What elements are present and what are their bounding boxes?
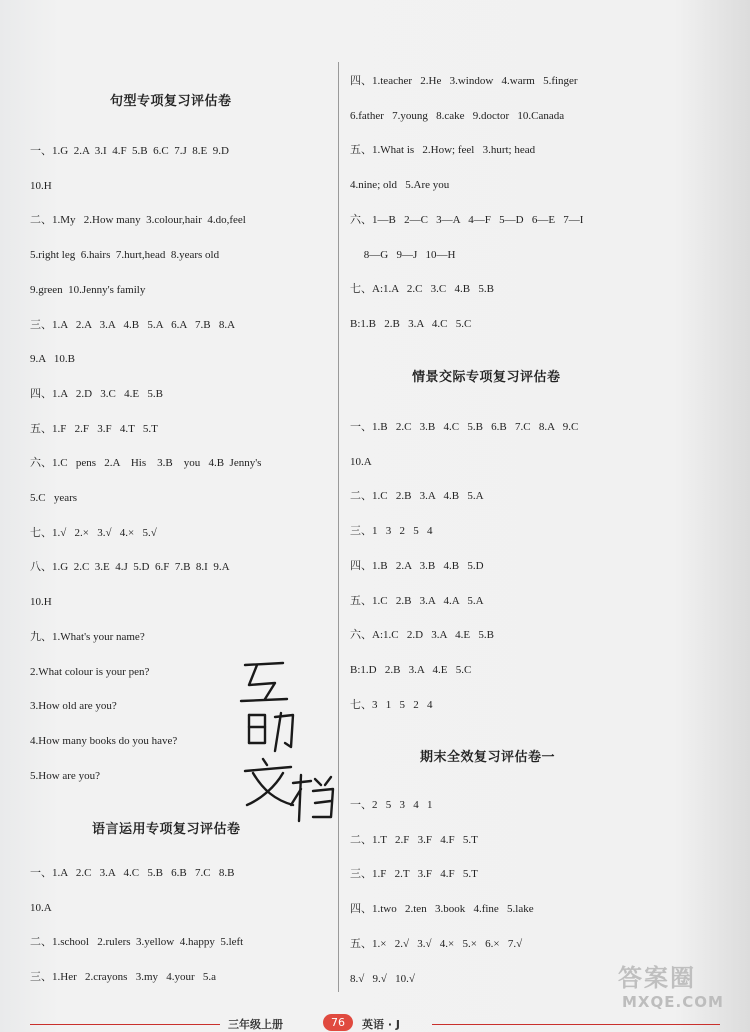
answer-line: 八、1.G 2.C 3.E 4.J 5.D 6.F 7.B 8.I 9.A	[30, 561, 230, 574]
answer-line: 2.What colour is your pen?	[30, 665, 150, 678]
answer-line: 4.How many books do you have?	[30, 734, 178, 747]
answer-line: 五、1.What is 2.How; feel 3.hurt; head	[350, 144, 536, 157]
answer-line: 四、1.teacher 2.He 3.window 4.warm 5.finger	[350, 75, 578, 87]
footer-rule-left	[30, 1024, 220, 1025]
answer-line: 二、1.My 2.How many 3.colour,hair 4.do,feel	[30, 214, 246, 227]
answer-line: 8.√ 9.√ 10.√	[350, 972, 415, 985]
watermark-logo: 答案圈	[618, 964, 696, 992]
answer-line: 五、1.F 2.F 3.F 4.T 5.T	[30, 422, 158, 435]
answer-line: B:1.D 2.B 3.A 4.E 5.C	[350, 663, 472, 676]
section-heading-situational-dialogue: 情景交际专项复习评估卷	[412, 370, 561, 385]
page-footer	[0, 1018, 750, 1032]
answer-line: 9.A 10.B	[30, 353, 75, 366]
answer-line: 5.C years	[30, 492, 78, 504]
footer-grade: 三年级上册	[228, 1018, 283, 1031]
answer-line: 10.A	[350, 455, 372, 468]
answer-line: 一、1.A 2.C 3.A 4.C 5.B 6.B 7.C 8.B	[30, 867, 235, 879]
answer-line: 10.H	[30, 596, 52, 609]
answer-line: 四、1.A 2.D 3.C 4.E 5.B	[30, 387, 163, 400]
answer-line: 三、1.F 2.T 3.F 4.F 5.T	[350, 868, 478, 881]
answer-line: 二、1.school 2.rulers 3.yellow 4.happy 5.left	[30, 936, 244, 949]
answer-line: 8—G 9—J 10—H	[350, 248, 456, 261]
answer-line: 五、1.× 2.√ 3.√ 4.× 5.× 6.× 7.√	[350, 937, 523, 950]
answer-line: 六、1.C pens 2.A His 3.B you 4.B Jenny's	[30, 457, 262, 470]
answer-line: 四、1.two 2.ten 3.book 4.fine 5.lake	[350, 903, 534, 916]
answer-line: 4.nine; old 5.Are you	[350, 179, 450, 192]
answer-line: 三、1 3 2 5 4	[350, 525, 433, 538]
answer-line: 二、1.T 2.F 3.F 4.F 5.T	[350, 833, 478, 846]
handwritten-signature	[235, 655, 335, 825]
answer-line: 9.green 10.Jenny's family	[30, 283, 146, 296]
answer-line: 10.H	[30, 179, 52, 192]
section-heading-final-review: 期末全效复习评估卷一	[420, 750, 556, 765]
answer-line: 一、1.G 2.A 3.I 4.F 5.B 6.C 7.J 8.E 9.D	[30, 145, 229, 157]
watermark-url: MXQE.COM	[622, 993, 724, 1011]
answer-line: 七、3 1 5 2 4	[350, 698, 433, 711]
answer-line: 五、1.C 2.B 3.A 4.A 5.A	[350, 594, 484, 607]
answer-line: 六、1—B 2—C 3—A 4—F 5—D 6—E 7—I	[350, 213, 584, 226]
answer-line: 九、1.What's your name?	[30, 630, 145, 643]
answer-line: 5.right leg 6.hairs 7.hurt,head 8.years old	[30, 249, 220, 262]
answer-line: 六、A:1.C 2.D 3.A 4.E 5.B	[350, 629, 494, 642]
answer-line: 6.father 7.young 8.cake 9.doctor 10.Canada	[350, 109, 565, 122]
answer-line: 七、A:1.A 2.C 3.C 4.B 5.B	[350, 283, 494, 296]
footer-subject: 英语 · J	[362, 1018, 400, 1031]
page-number-badge: 76	[323, 1014, 353, 1031]
answer-line: 一、2 5 3 4 1	[350, 799, 433, 811]
answer-line: 七、1.√ 2.× 3.√ 4.× 5.√	[30, 526, 157, 539]
answer-line: 10.A	[30, 901, 52, 914]
answer-line: 三、1.A 2.A 3.A 4.B 5.A 6.A 7.B 8.A	[30, 318, 236, 331]
footer-rule-right	[432, 1024, 720, 1025]
answer-line: 5.How are you?	[30, 769, 100, 782]
answer-line: 三、1.Her 2.crayons 3.my 4.your 5.a	[30, 971, 217, 984]
answer-line: 3.How old are you?	[30, 700, 117, 713]
answer-line: 二、1.C 2.B 3.A 4.B 5.A	[350, 490, 484, 503]
answer-line: B:1.B 2.B 3.A 4.C 5.C	[350, 317, 472, 330]
section-heading-language-use: 语言运用专项复习评估卷	[92, 822, 241, 837]
answer-line: 一、1.B 2.C 3.B 4.C 5.B 6.B 7.C 8.A 9.C	[350, 421, 579, 433]
column-divider	[338, 62, 339, 992]
section-heading-sentence-patterns: 句型专项复习评估卷	[110, 94, 232, 109]
answer-line: 四、1.B 2.A 3.B 4.B 5.D	[350, 559, 484, 572]
